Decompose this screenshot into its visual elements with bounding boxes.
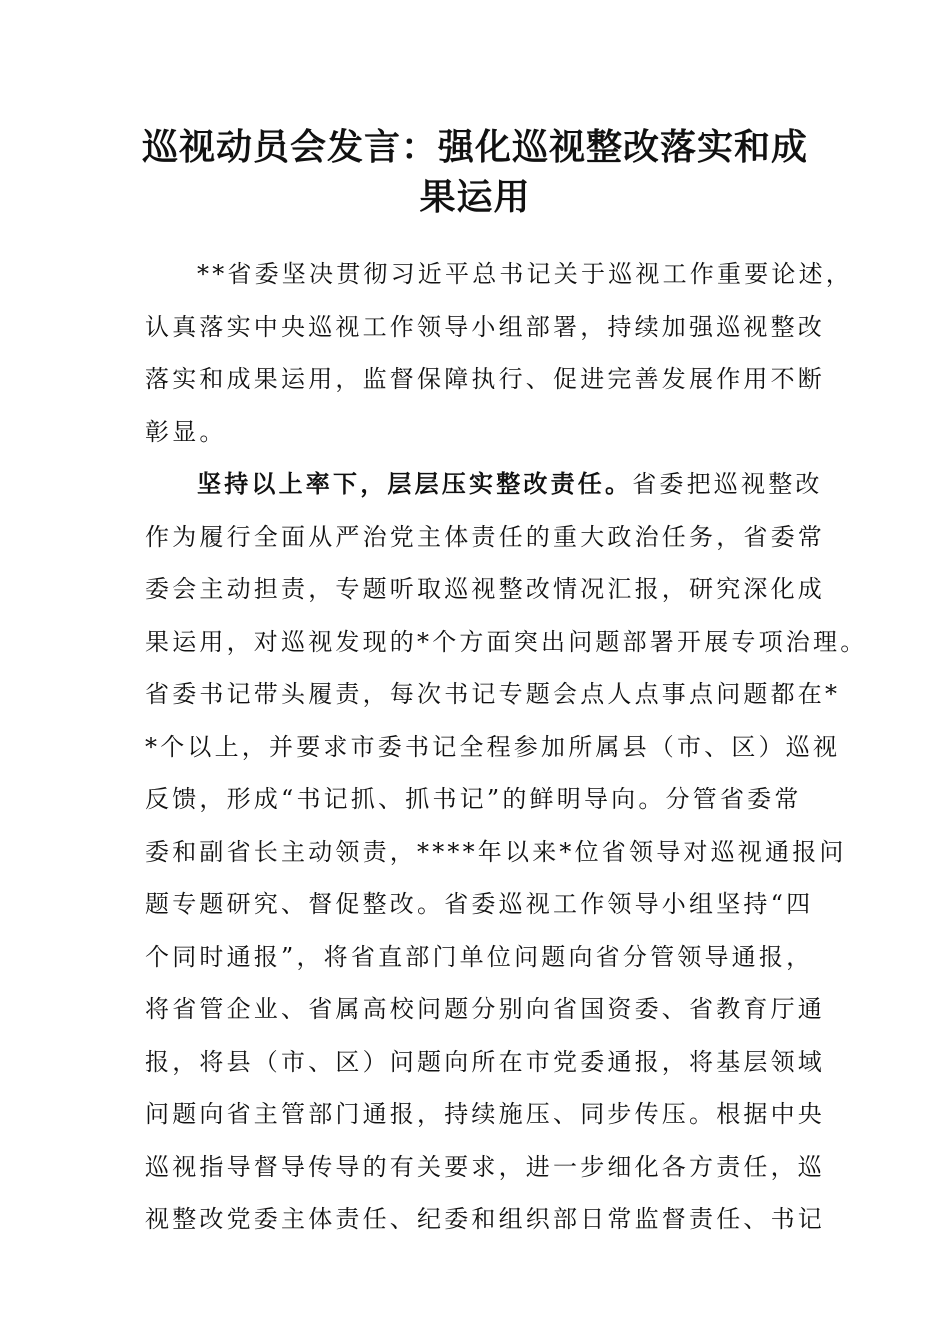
- paragraph-line: 视整改党委主体责任、纪委和组织部日常监督责任、书记: [145, 1205, 825, 1233]
- title-line-2: 果运用: [419, 176, 531, 218]
- paragraph-line: 彰显。: [145, 417, 227, 446]
- document-title: [100, 122, 850, 222]
- paragraph-line: 题专题研究、督促整改。省委巡视工作领导小组坚持“四: [145, 890, 814, 918]
- paragraph-line: 作为履行全面从严治党主体责任的重大政治任务，省委常: [145, 522, 825, 551]
- paragraph-responsibility: [145, 458, 868, 1246]
- paragraph-line: [145, 458, 823, 511]
- paragraph-line: 认真落实中央巡视工作领导小组部署，持续加强巡视整改: [145, 312, 825, 341]
- paragraph-line: 落实和成果运用，监督保障执行、促进完善发展作用不断: [145, 365, 825, 393]
- paragraph-line: 委和副省长主动领责，****年以来*位省领导对巡视通报问: [145, 837, 847, 866]
- paragraph-first-line-rest: 省委把巡视整改: [632, 470, 823, 498]
- paragraph-line: 报，将县（市、区）问题向所在市党委通报，将基层领域: [145, 1047, 825, 1076]
- paragraph-line: 果运用，对巡视发现的*个方面突出问题部署开展专项治理。: [145, 627, 868, 656]
- paragraph-line: 反馈，形成“书记抓、抓书记”的鲜明导向。分管省委常: [145, 785, 802, 813]
- paragraph-lead-heading: 坚持以上率下，层层压实整改责任。: [197, 469, 633, 498]
- paragraph-line: 将省管企业、省属高校问题分别向省国资委、省教育厅通: [145, 995, 825, 1023]
- paragraph-line: **省委坚决贯彻习近平总书记关于巡视工作重要论述，: [197, 260, 853, 288]
- paragraph-line: 个同时通报”，将省直部门单位问题向省分管领导通报，: [145, 942, 814, 971]
- paragraph-intro: [145, 248, 853, 458]
- title-line-1: 巡视动员会发言：强化巡视整改落实和成: [141, 126, 808, 168]
- paragraph-line: 巡视指导督导传导的有关要求，进一步细化各方责任，巡: [145, 1152, 825, 1181]
- paragraph-line: 省委书记带头履责，每次书记专题会点人点事点问题都在*: [145, 680, 841, 708]
- paragraph-line: *个以上，并要求市委书记全程参加所属县（市、区）巡视: [145, 732, 841, 761]
- paragraph-line: 委会主动担责，专题听取巡视整改情况汇报，研究深化成: [145, 575, 825, 603]
- paragraph-line: 问题向省主管部门通报，持续施压、同步传压。根据中央: [145, 1100, 825, 1128]
